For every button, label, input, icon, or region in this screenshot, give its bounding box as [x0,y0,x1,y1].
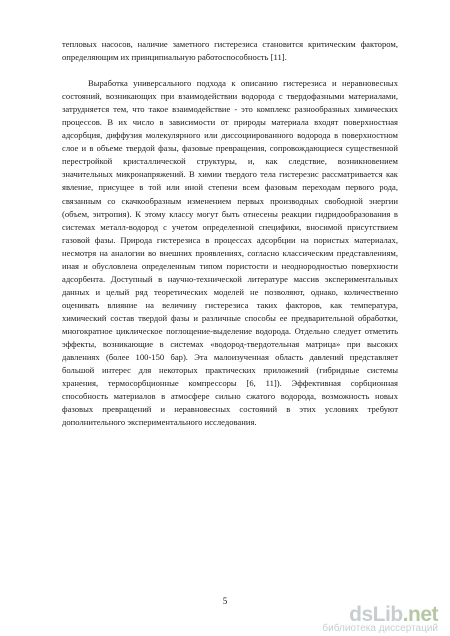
text-line: хранения, термосорбционные компрессоры [6, 11]). Эффективная сорбционная [62,378,398,389]
watermark-subtitle: библиотека диссертаций [322,623,438,634]
watermark-logo [270,603,438,634]
text-line: данных и целый ряд теоретических моделей не позволяют, однако, количественно [62,286,398,297]
text-line: (объем, энтропия). К этому классу могут быть отнесены реакции гидридообразования в [62,208,398,219]
text-line: химический состав твердой фазы и различные способы ее предварительной обработки, [62,312,398,323]
text-line: давлениях (более 100-150 бар). Эта малоизученная область давлений представляет [62,352,398,363]
text-line: системах металл-водород с учетом определенной специфики, вносимой присутствием [62,221,398,232]
text-line: фазовых превращений и неравновесных состояний в этих условиях требуют [62,404,398,415]
text-line: перестройкой кристаллической структуры, и, как следствие, возникновением [62,156,398,167]
text-line: состояний, возникающих при взаимодействии водорода с твердофазными материалами, [62,91,398,102]
text-line: большой интерес для некоторых практических приложений (гибридные системы [62,365,398,376]
text-line: газовой фазы. Природа гистерезиса в процессах адсорбции на пористых материалах, [62,234,398,245]
text-line: многократное циклическое поглощение-выделение водорода. Отдельно следует отметить [62,325,398,336]
watermark-brand-tld: .net [402,603,438,626]
text-line: тепловых насосов, наличие заметного гистерезиса становится критическим фактором, [62,39,398,49]
text-line: несмотря на аналогии во внешних проявлениях, согласно классическим представлениям, [62,247,398,258]
paragraph-1 [62,38,398,64]
text-line: затрудняется тем, что такое взаимодействие - это комплекс разнообразных химических [62,104,398,115]
text-line: адсорбента. Доступный в научно-технической литературе массив экспериментальных [62,273,398,284]
text-line: иная и обусловлена определенным типом пористости и неоднородностью поверхности [62,260,398,271]
text-line: дополнительного экспериментального исследования. [62,417,257,428]
watermark-brand-main: dsLib [349,603,403,626]
body-text [62,38,398,429]
text-line: способность материалов в атмосфере сильно сжатого водорода, возможность новых [62,391,398,402]
text-line: значительных микронапряжений. В химии твердого тела гистерезис рассматривается как [62,169,398,180]
text-line: явление, присущее в той или иной степени всем фазовым переходам первого рода, [62,182,398,193]
text-line: определяющим их принципиальную работоспособность [11]. [62,52,287,63]
text-line: оценивать влияние на величину гистерезиса таких факторов, как температура, [62,299,398,310]
text-line: эффекты, возникающие в системах «водород-твердотельная матрица» при высоких [62,339,398,350]
text-line: адсорбция, диффузия молекулярного или диссоциированного водорода в поверхностном [62,130,398,141]
text-line: процессов. В их число в зависимости от природы материала входят поверхностная [62,117,398,128]
text-line: связанным со скачкообразным изменением первых производных свободной энергии [62,195,398,206]
page-number: 5 [222,596,228,606]
text-line: слое и в объеме твердой фазы, фазовые превращения, сопровождающиеся существенной [62,143,398,154]
text-line: Выработка универсального подхода к описанию гистерезиса и неравновесных [88,78,398,89]
paragraph-2 [62,77,398,429]
